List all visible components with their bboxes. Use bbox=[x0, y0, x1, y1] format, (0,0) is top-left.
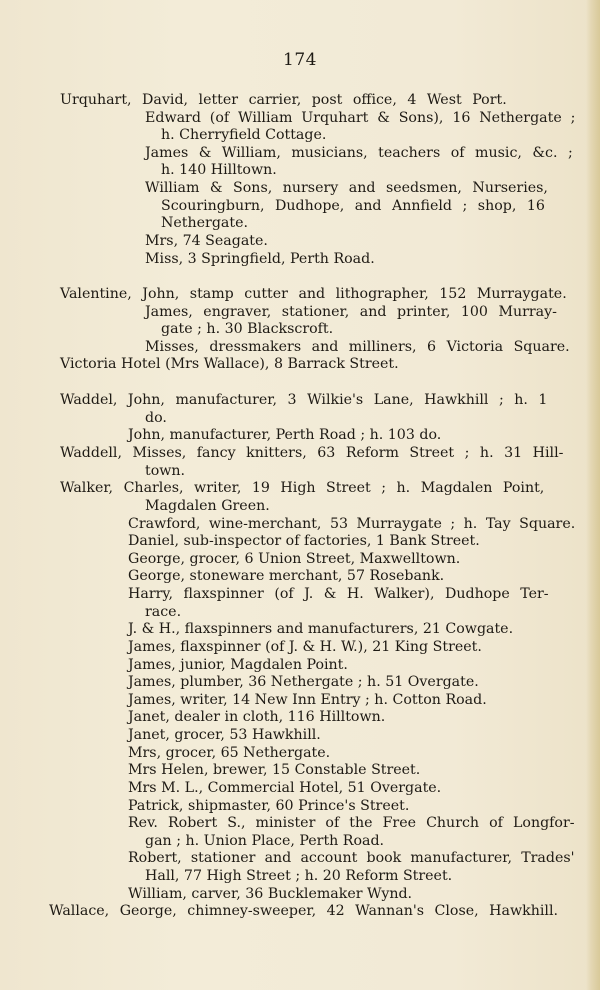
entry-line: gan ; h. Union Place, Perth Road. bbox=[145, 833, 385, 849]
entry-line: Daniel, sub-inspector of factories, 1 Bank Street. bbox=[128, 533, 480, 549]
entry-line: Edward (of William Urquhart & Sons), 16 Nethergate ; bbox=[145, 110, 576, 126]
entry-line: Wallace, George, chimney-sweeper, 42 Wannan's Close, Hawkhill. bbox=[49, 903, 558, 919]
entry-line: Patrick, shipmaster, 60 Prince's Street. bbox=[128, 798, 410, 814]
entry-line: James, plumber, 36 Nethergate ; h. 51 Overgate. bbox=[128, 674, 479, 690]
entry-line: h. 140 Hilltown. bbox=[161, 162, 277, 178]
entry-line: Miss, 3 Springfield, Perth Road. bbox=[145, 251, 375, 267]
entry-line: James, flaxspinner (of J. & H. W.), 21 King Street. bbox=[128, 639, 482, 655]
entry-line: J. & H., flaxspinners and manufacturers, 21 Cowgate. bbox=[128, 621, 514, 637]
entry-line: Waddel, John, manufacturer, 3 Wilkie's Lane, Hawkhill ; h. 1 bbox=[60, 392, 548, 408]
entry-line: George, grocer, 6 Union Street, Maxwelltown. bbox=[128, 551, 461, 567]
entry-line: James, engraver, stationer, and printer, 100 Murray- bbox=[145, 304, 557, 320]
entry-line: Mrs Helen, brewer, 15 Constable Street. bbox=[128, 762, 421, 778]
entry-line: Misses, dressmakers and milliners, 6 Victoria Square. bbox=[145, 339, 570, 355]
entry-line: Nethergate. bbox=[161, 215, 248, 231]
entry-line: Janet, grocer, 53 Hawkhill. bbox=[128, 727, 321, 743]
entry-line: James, writer, 14 New Inn Entry ; h. Cotton Road. bbox=[128, 692, 487, 708]
entry-line: race. bbox=[145, 604, 182, 620]
entry-line: Waddell, Misses, fancy knitters, 63 Reform Street ; h. 31 Hill- bbox=[60, 445, 564, 461]
entry-line: Mrs, 74 Seagate. bbox=[145, 233, 268, 249]
entry-line: gate ; h. 30 Blackscroft. bbox=[161, 321, 334, 337]
entry-line: William, carver, 36 Bucklemaker Wynd. bbox=[128, 886, 413, 902]
entry-line: Janet, dealer in cloth, 116 Hilltown. bbox=[128, 709, 386, 725]
entry-line: Hall, 77 High Street ; h. 20 Reform Street. bbox=[145, 868, 453, 884]
entry-line: Valentine, John, stamp cutter and lithographer, 152 Murraygate. bbox=[60, 286, 567, 302]
page-edge bbox=[586, 0, 600, 990]
entry-line: Mrs M. L., Commercial Hotel, 51 Overgate. bbox=[128, 780, 442, 796]
entry-line: Harry, flaxspinner (of J. & H. Walker), Dudhope Ter- bbox=[128, 586, 549, 602]
entry-line: do. bbox=[145, 410, 167, 426]
entry-line: Scouringburn, Dudhope, and Annfield ; shop, 16 bbox=[161, 198, 545, 214]
entry-line: Mrs, grocer, 65 Nethergate. bbox=[128, 745, 331, 761]
entry-line: George, stoneware merchant, 57 Rosebank. bbox=[128, 568, 445, 584]
entry-line: h. Cherryfield Cottage. bbox=[161, 127, 327, 143]
entry-line: John, manufacturer, Perth Road ; h. 103 do. bbox=[128, 427, 442, 443]
entry-line: Urquhart, David, letter carrier, post office, 4 West Port. bbox=[60, 92, 507, 108]
entry-line: Magdalen Green. bbox=[145, 498, 270, 514]
entry-line: Victoria Hotel (Mrs Wallace), 8 Barrack Street. bbox=[60, 356, 399, 372]
entry-line: town. bbox=[145, 463, 186, 479]
entry-line: Walker, Charles, writer, 19 High Street ; h. Magdalen Point, bbox=[60, 480, 545, 496]
page-number: 174 bbox=[283, 50, 317, 70]
entry-line: Crawford, wine-merchant, 53 Murraygate ; h. Tay Square. bbox=[128, 516, 576, 532]
entry-line: William & Sons, nursery and seedsmen, Nurseries, bbox=[145, 180, 548, 196]
entry-line: Rev. Robert S., minister of the Free Church of Longfor- bbox=[128, 815, 575, 831]
entry-line: Robert, stationer and account book manufacturer, Trades' bbox=[128, 850, 575, 866]
entry-line: James & William, musicians, teachers of music, &c. ; bbox=[145, 145, 573, 161]
entry-line: James, junior, Magdalen Point. bbox=[128, 657, 348, 673]
